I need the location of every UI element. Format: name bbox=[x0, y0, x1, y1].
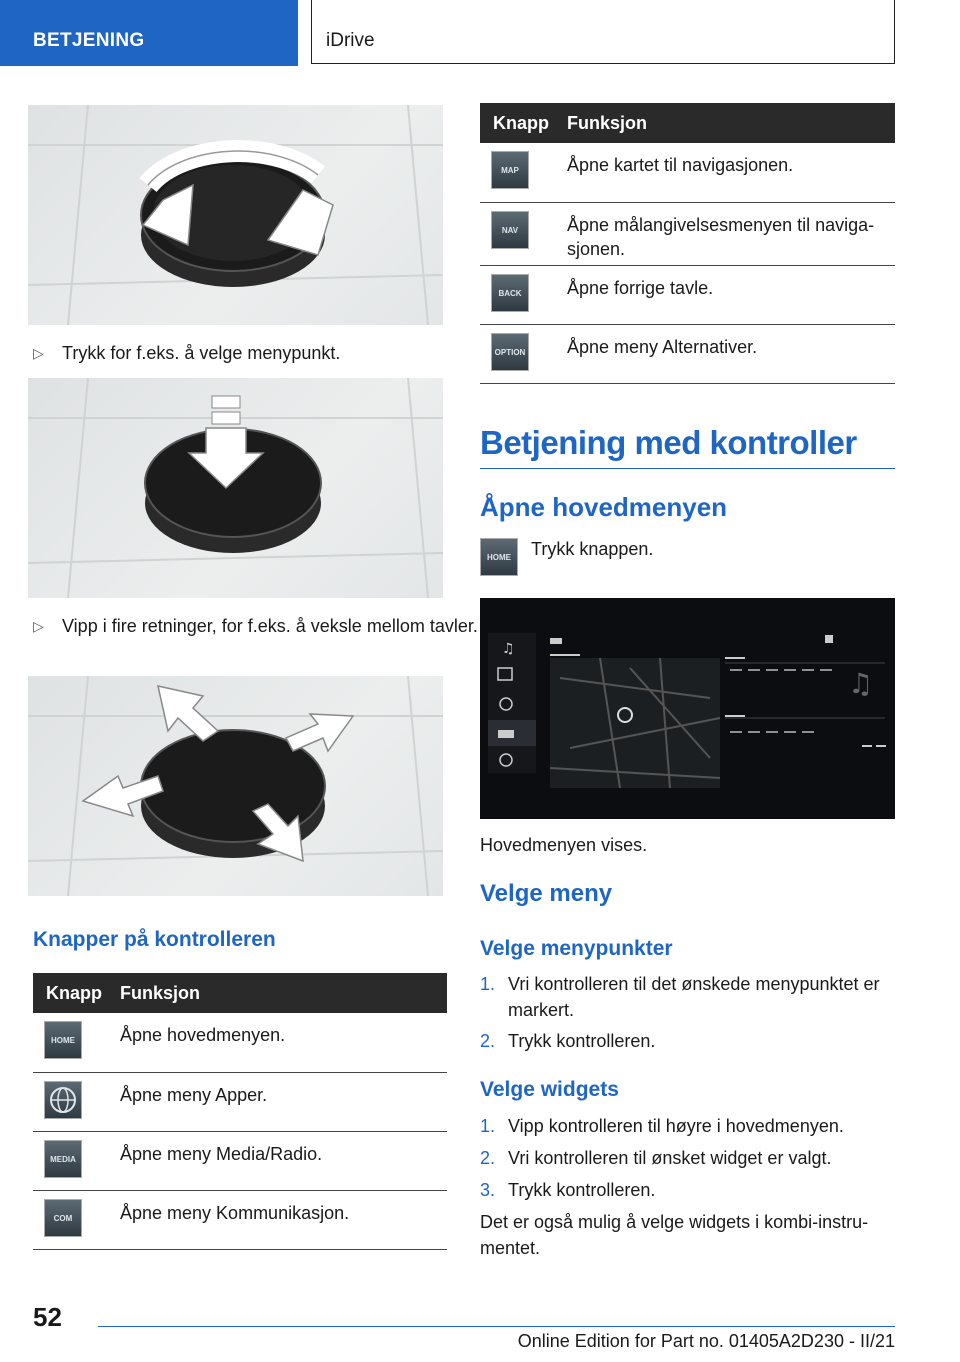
table-header-button: Knapp bbox=[33, 973, 108, 1013]
home-button-icon: HOME bbox=[44, 1021, 82, 1059]
table-row: OPTION Åpne meny Alternativer. bbox=[480, 324, 895, 383]
main-menu-heading: Åpne hovedmenyen bbox=[480, 492, 728, 522]
left-button-table bbox=[33, 973, 447, 1250]
table-row: BACK Åpne forrige tavle. bbox=[480, 265, 895, 324]
media-button-icon: MEDIA bbox=[44, 1140, 82, 1178]
triangle-bullet-icon: ▷ bbox=[33, 345, 44, 361]
buttons-heading: Knapper på kontrolleren bbox=[33, 928, 276, 951]
main-menu-caption: Hovedmenyen vises. bbox=[480, 835, 648, 855]
section-title: BETJENING bbox=[33, 30, 145, 51]
controller-press-illustration bbox=[28, 378, 443, 598]
footer: Online Edition for Part no. 01405A2D230 - II/21 bbox=[98, 1326, 895, 1352]
chapter-tab bbox=[311, 0, 895, 64]
table-row: MAP Åpne kartet til navigasjonen. bbox=[480, 143, 895, 202]
chapter-title: iDrive bbox=[326, 30, 375, 51]
table-header-function: Funksjon bbox=[108, 973, 447, 1013]
svg-text:♫: ♫ bbox=[502, 641, 515, 657]
section-tab bbox=[0, 0, 298, 66]
press-button-text: Trykk knappen. bbox=[531, 539, 654, 559]
home-button-icon: HOME bbox=[480, 538, 518, 576]
com-button-icon: COM bbox=[44, 1199, 82, 1237]
idrive-main-menu-screenshot bbox=[480, 598, 895, 819]
svg-text:♫: ♫ bbox=[848, 667, 874, 700]
table-row: HOME Åpne hovedmenyen. bbox=[33, 1013, 447, 1072]
table-row: Åpne meny Apper. bbox=[33, 1072, 447, 1131]
controller-tilt-illustration bbox=[28, 676, 443, 896]
section-heading: Betjening med kontroller bbox=[480, 424, 895, 469]
select-widgets-heading: Velge widgets bbox=[480, 1078, 619, 1101]
table-row: COM Åpne meny Kommunikasjon. bbox=[33, 1190, 447, 1249]
right-button-table bbox=[480, 103, 895, 384]
globe-icon bbox=[44, 1081, 82, 1119]
table-row: NAV Åpne målangivelsesmenyen til naviga-sjonen. bbox=[480, 202, 895, 265]
select-items-heading: Velge menypunkter bbox=[480, 937, 673, 960]
nav-button-icon: NAV bbox=[491, 211, 529, 249]
option-button-icon: OPTION bbox=[491, 333, 529, 371]
controller-rotate-illustration bbox=[28, 105, 443, 325]
triangle-bullet-icon: ▷ bbox=[33, 618, 44, 634]
table-header-function: Funksjon bbox=[555, 103, 895, 143]
back-button-icon: BACK bbox=[491, 274, 529, 312]
map-button-icon: MAP bbox=[491, 151, 529, 189]
table-row: MEDIA Åpne meny Media/Radio. bbox=[33, 1131, 447, 1190]
table-header-button: Knapp bbox=[480, 103, 555, 143]
widgets-note: Det er også mulig å velge widgets i kombi-instru-mentet. bbox=[480, 1212, 869, 1258]
select-menu-heading: Velge meny bbox=[480, 880, 613, 907]
page-number: 52 bbox=[33, 1302, 62, 1332]
